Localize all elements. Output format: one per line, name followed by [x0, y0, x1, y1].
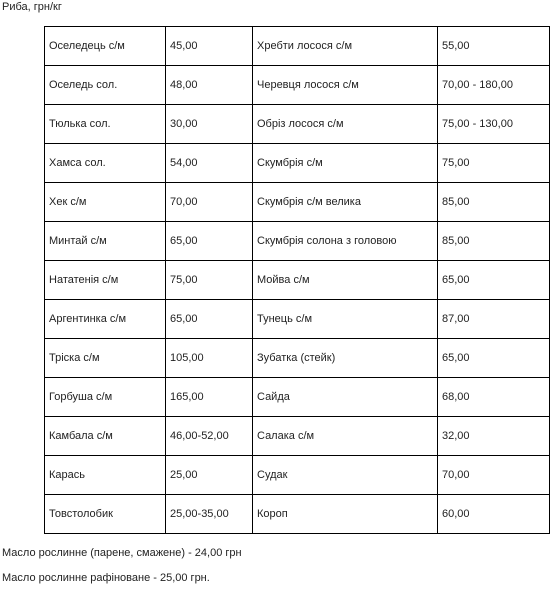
product-price-cell: 65,00: [438, 261, 550, 300]
product-name-cell: Нататенія с/м: [45, 261, 166, 300]
price-table-body: [45, 27, 550, 534]
product-name-cell: Салака с/м: [253, 417, 438, 456]
table-row: [45, 339, 550, 378]
oil-note-refined: Масло рослинне рафіноване - 25,00 грн.: [2, 572, 210, 584]
table-row: [45, 456, 550, 495]
product-price-cell: 60,00: [438, 495, 550, 534]
product-price-cell: 30,00: [166, 105, 253, 144]
product-name-cell: Черевця лосося с/м: [253, 66, 438, 105]
product-price-cell: 75,00: [438, 144, 550, 183]
table-row: [45, 183, 550, 222]
product-name-cell: Сайда: [253, 378, 438, 417]
product-price-cell: 85,00: [438, 183, 550, 222]
product-name-cell: Оселедець с/м: [45, 27, 166, 66]
product-price-cell: 68,00: [438, 378, 550, 417]
product-name-cell: Скумбрія солона з головою: [253, 222, 438, 261]
table-row: [45, 27, 550, 66]
product-name-cell: Судак: [253, 456, 438, 495]
product-name-cell: Карась: [45, 456, 166, 495]
product-price-cell: 45,00: [166, 27, 253, 66]
table-row: [45, 105, 550, 144]
product-name-cell: Короп: [253, 495, 438, 534]
product-price-cell: 25,00-35,00: [166, 495, 253, 534]
table-row: [45, 144, 550, 183]
product-name-cell: Хребти лосося с/м: [253, 27, 438, 66]
product-price-cell: 70,00: [166, 183, 253, 222]
table-row: [45, 66, 550, 105]
table-row: [45, 495, 550, 534]
product-price-cell: 65,00: [438, 339, 550, 378]
oil-note-steamed: Масло рослинне (парене, смажене) - 24,00 грн: [2, 547, 242, 559]
product-name-cell: Аргентинка с/м: [45, 300, 166, 339]
product-price-cell: 70,00 - 180,00: [438, 66, 550, 105]
fish-price-table: [44, 26, 550, 534]
product-name-cell: Скумбрія с/м велика: [253, 183, 438, 222]
product-price-cell: 48,00: [166, 66, 253, 105]
product-price-cell: 75,00 - 130,00: [438, 105, 550, 144]
product-name-cell: Минтай с/м: [45, 222, 166, 261]
product-price-cell: 25,00: [166, 456, 253, 495]
product-name-cell: Оселедь сол.: [45, 66, 166, 105]
product-name-cell: Мойва с/м: [253, 261, 438, 300]
product-price-cell: 65,00: [166, 300, 253, 339]
product-price-cell: 32,00: [438, 417, 550, 456]
product-name-cell: Хек с/м: [45, 183, 166, 222]
table-row: [45, 378, 550, 417]
product-name-cell: Хамса сол.: [45, 144, 166, 183]
product-price-cell: 46,00-52,00: [166, 417, 253, 456]
product-price-cell: 85,00: [438, 222, 550, 261]
product-name-cell: Обріз лосося с/м: [253, 105, 438, 144]
product-name-cell: Товстолобик: [45, 495, 166, 534]
product-name-cell: Камбала с/м: [45, 417, 166, 456]
product-name-cell: Тунець с/м: [253, 300, 438, 339]
product-price-cell: 165,00: [166, 378, 253, 417]
product-name-cell: Тріска с/м: [45, 339, 166, 378]
product-price-cell: 55,00: [438, 27, 550, 66]
product-name-cell: Тюлька сол.: [45, 105, 166, 144]
table-row: [45, 417, 550, 456]
product-price-cell: 65,00: [166, 222, 253, 261]
product-price-cell: 54,00: [166, 144, 253, 183]
table-row: [45, 300, 550, 339]
product-name-cell: Зубатка (стейк): [253, 339, 438, 378]
page-caption: Риба, грн/кг: [2, 1, 62, 13]
product-price-cell: 105,00: [166, 339, 253, 378]
product-name-cell: Скумбрія с/м: [253, 144, 438, 183]
product-price-cell: 70,00: [438, 456, 550, 495]
product-price-cell: 87,00: [438, 300, 550, 339]
table-row: [45, 261, 550, 300]
table-row: [45, 222, 550, 261]
product-name-cell: Горбуша с/м: [45, 378, 166, 417]
product-price-cell: 75,00: [166, 261, 253, 300]
